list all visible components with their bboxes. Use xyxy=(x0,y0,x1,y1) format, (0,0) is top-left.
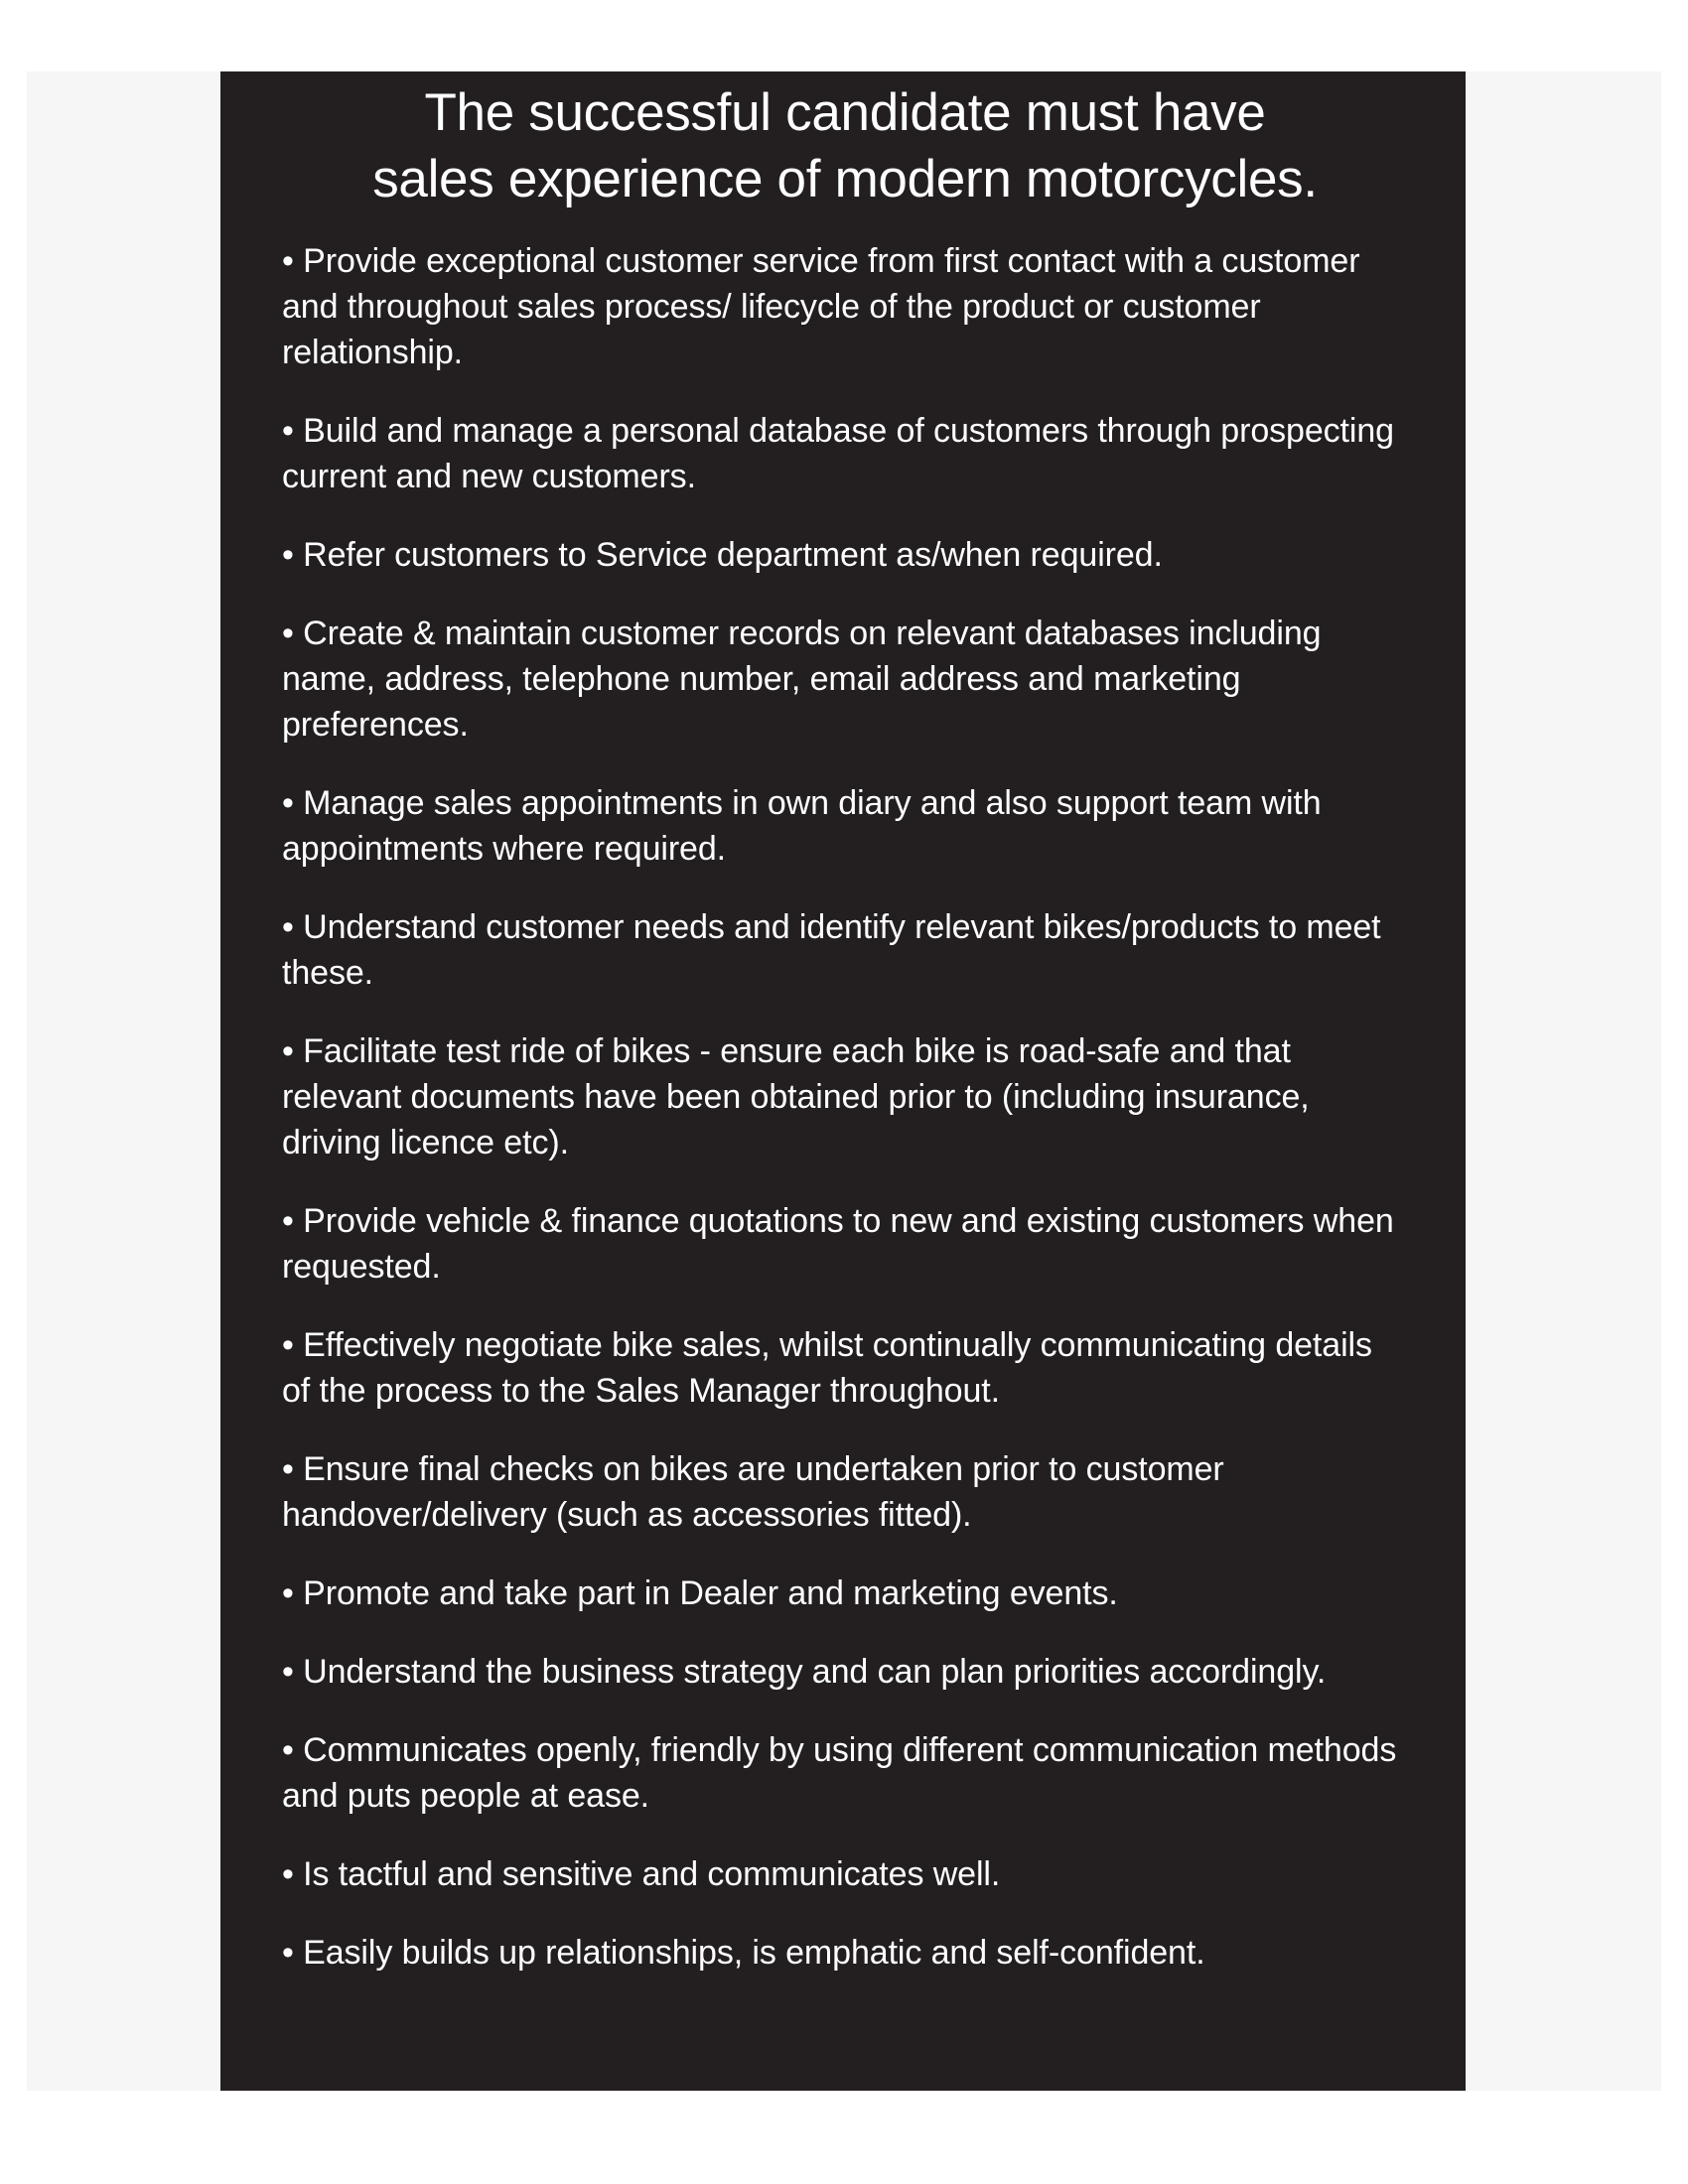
page-title xyxy=(282,79,1408,212)
job-requirements-panel xyxy=(220,71,1466,2091)
list-item: • Provide exceptional customer service from first contact with a customer and throughout sales process/ lifecycle of the product or customer relationship. xyxy=(282,242,1360,371)
list-item: • Manage sales appointments in own diary and also support team with appointments where required. xyxy=(282,784,1322,868)
list-item: • Easily builds up relationships, is emphatic and self-confident. xyxy=(282,1934,1205,1972)
list-item: • Facilitate test ride of bikes - ensure each bike is road-safe and that relevant documents have been obtained prior to (including insurance, driving licence etc). xyxy=(282,1032,1310,1161)
title-line-2: sales experience of modern motorcycles. xyxy=(372,150,1318,208)
list-item: • Understand customer needs and identify relevant bikes/products to meet these. xyxy=(282,908,1381,992)
list-item: • Communicates openly, friendly by using different communication methods and puts people at ease. xyxy=(282,1731,1397,1815)
list-item: • Create & maintain customer records on relevant databases including name, address, telephone number, email address and marketing preferences. xyxy=(282,614,1322,744)
list-item: • Ensure final checks on bikes are undertaken prior to customer handover/delivery (such as accessories fitted). xyxy=(282,1450,1224,1534)
list-item: • Promote and take part in Dealer and marketing events. xyxy=(282,1574,1118,1612)
list-item: • Refer customers to Service department as/when required. xyxy=(282,536,1163,574)
title-line-1: The successful candidate must have xyxy=(424,83,1266,142)
list-item: • Effectively negotiate bike sales, whilst continually communicating details of the process to the Sales Manager throughout. xyxy=(282,1326,1372,1410)
responsibilities-list xyxy=(282,238,1408,1976)
list-item: • Build and manage a personal database of customers through prospecting current and new customers. xyxy=(282,412,1394,495)
list-item: • Provide vehicle & finance quotations to new and existing customers when requested. xyxy=(282,1202,1394,1286)
list-item: • Understand the business strategy and can plan priorities accordingly. xyxy=(282,1653,1327,1691)
list-item: • Is tactful and sensitive and communicates well. xyxy=(282,1855,1001,1893)
